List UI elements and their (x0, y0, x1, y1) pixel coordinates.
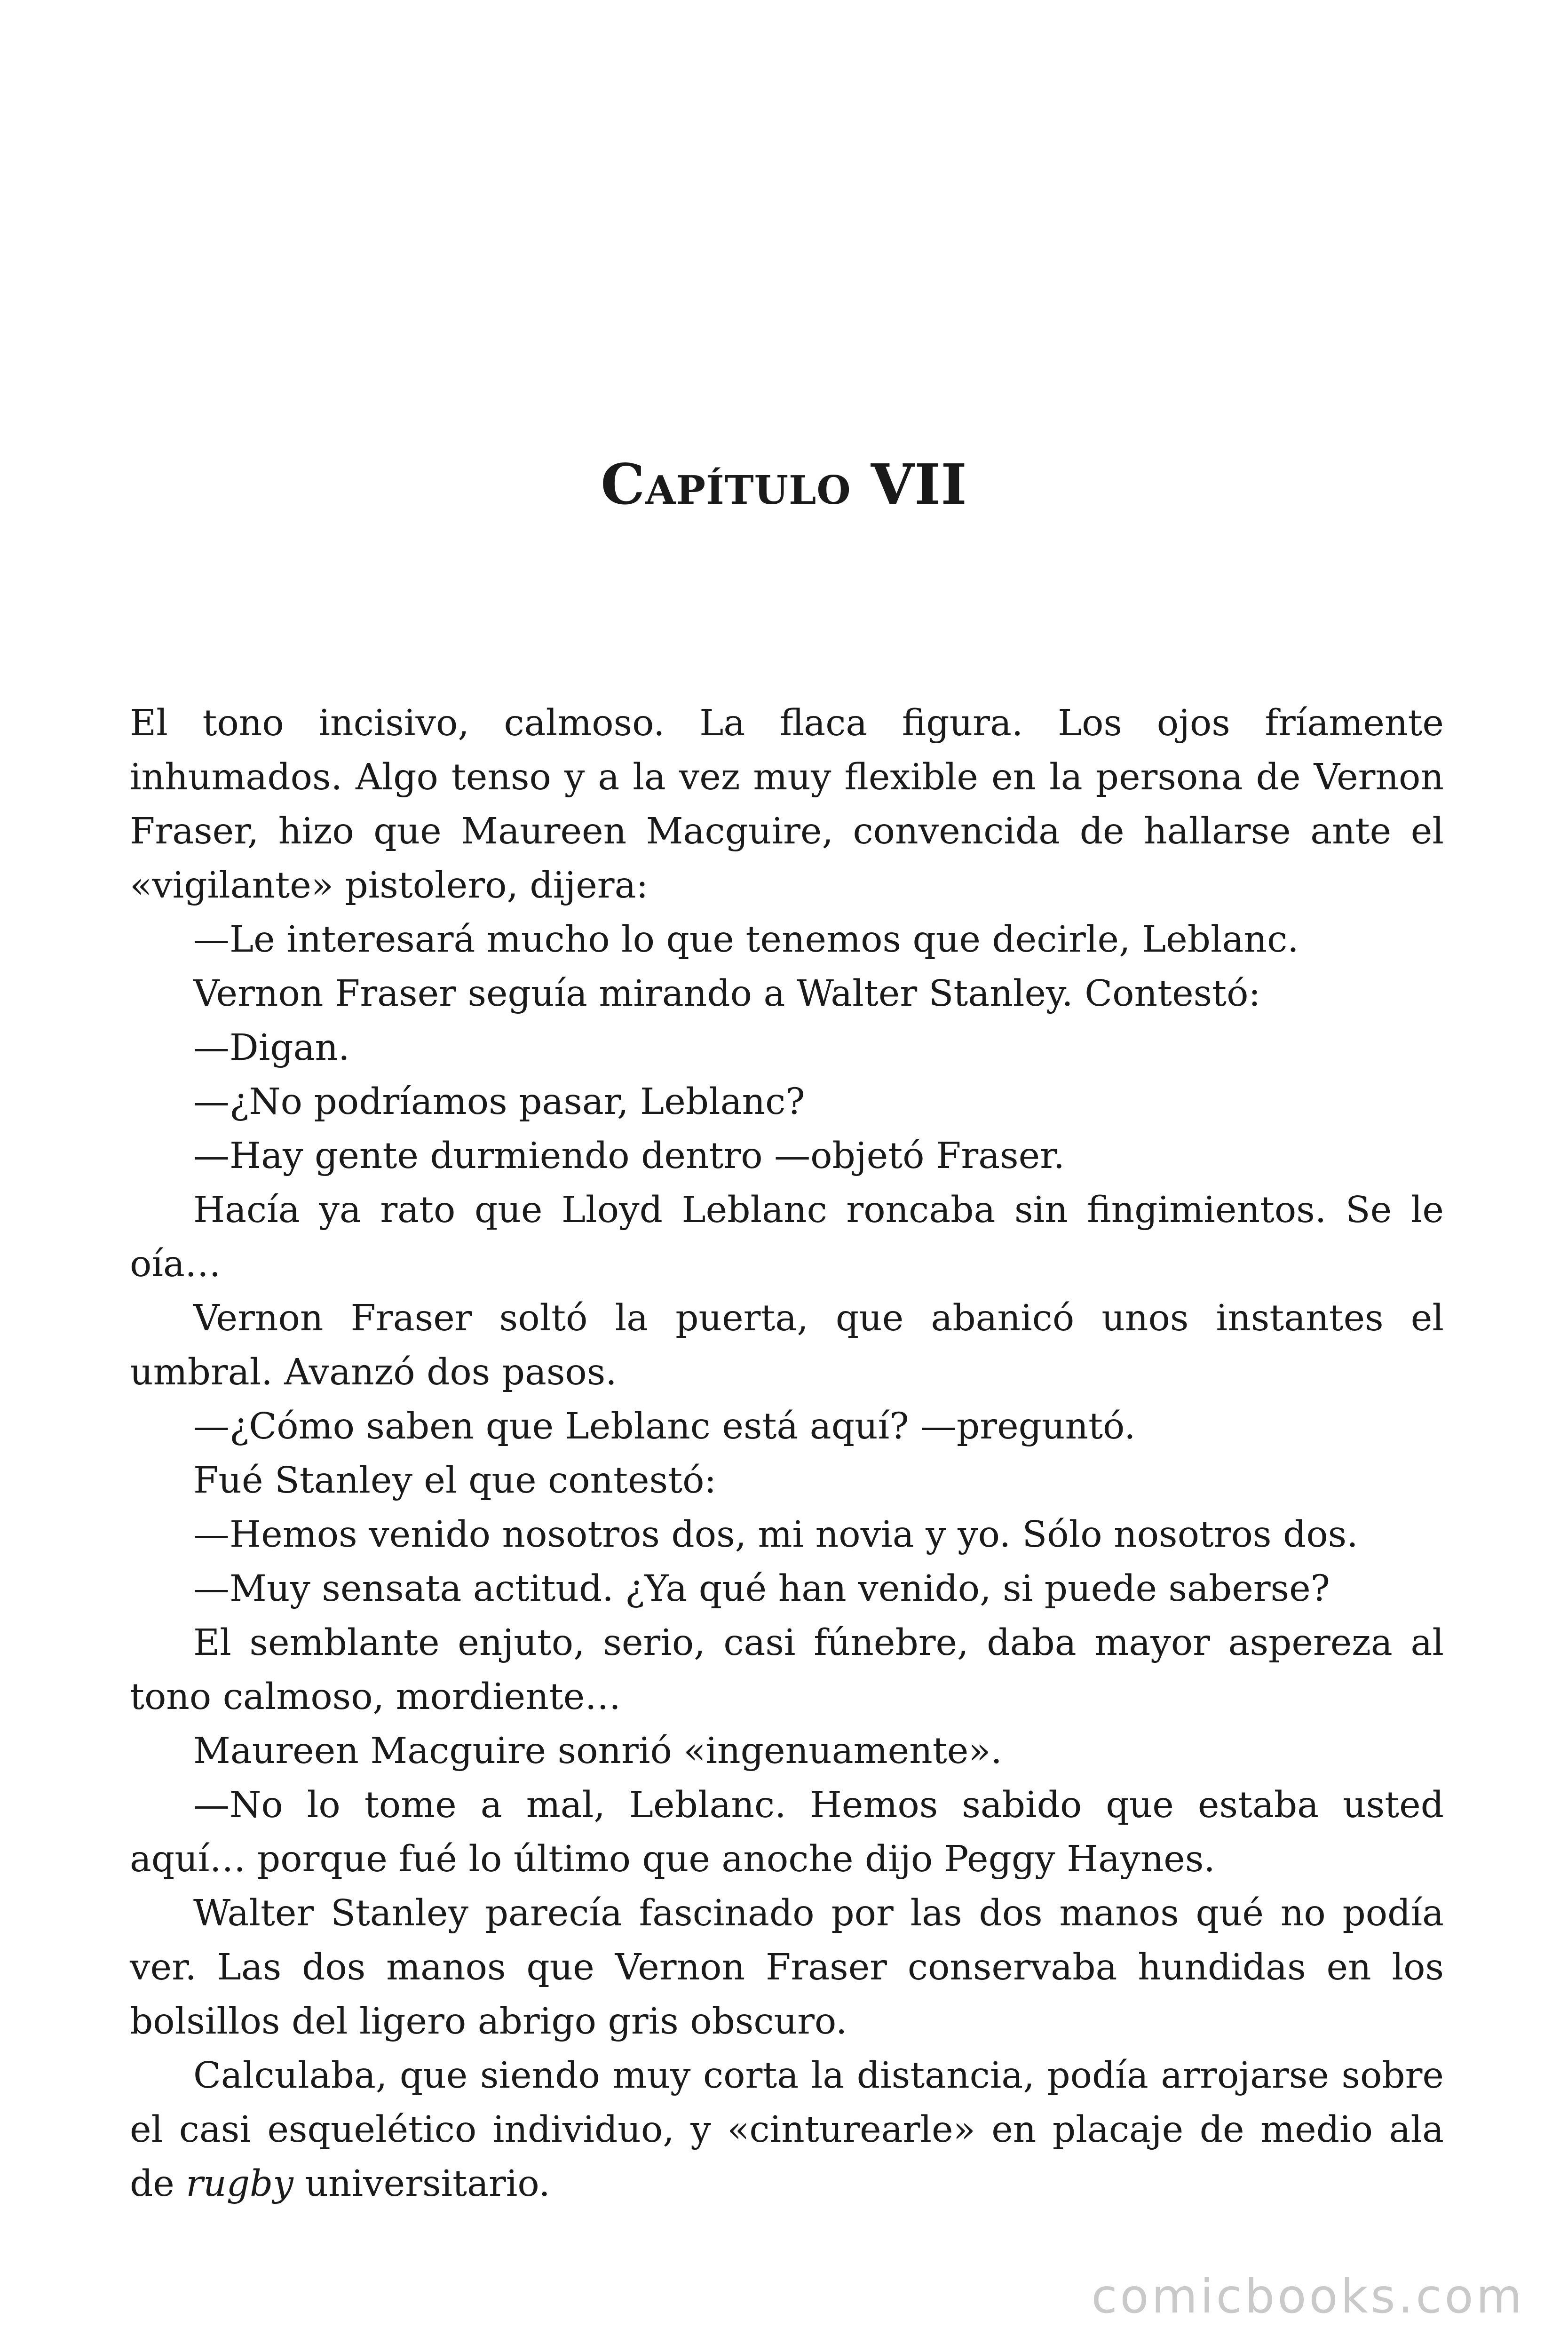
chapter-title: Capítulo VII (601, 452, 967, 517)
paragraph: —No lo tome a mal, Leblanc. Hemos sabido que estaba usted aquí… porque fué lo último que anoche dijo Peggy Haynes. (130, 1784, 1444, 1880)
paragraph: Vernon Fraser seguía mirando a Walter Stanley. Contestó: (193, 973, 1261, 1015)
italic-term: rugby (186, 2163, 293, 2205)
paragraph: —Hemos venido nosotros dos, mi novia y yo. Sólo nosotros dos. (193, 1514, 1358, 1556)
page-body (130, 696, 1444, 2211)
paragraph: —Digan. (193, 1027, 350, 1069)
paragraph: Fué Stanley el que contestó: (193, 1460, 717, 1502)
paragraph: Vernon Fraser soltó la puerta, que abanicó unos instantes el umbral. Avanzó dos pasos. (130, 1297, 1444, 1393)
paragraph: —Hay gente durmiendo dentro —objetó Fraser. (193, 1135, 1065, 1177)
paragraph (130, 2049, 1444, 2211)
paragraph: Walter Stanley parecía fascinado por las dos manos qué no podía ver. Las dos manos que Vernon Fraser conservaba hundidas en los bolsillos del ligero abrigo gris obscuro. (130, 1892, 1444, 2042)
paragraph: Maureen Macguire sonrió «ingenuamente». (193, 1730, 1002, 1772)
paragraph: —¿Cómo saben que Leblanc está aquí? —preguntó. (193, 1406, 1136, 1447)
paragraph: —Muy sensata actitud. ¿Ya qué han venido, si puede saberse? (193, 1568, 1330, 1610)
paragraph: El tono incisivo, calmoso. La flaca figura. Los ojos fríamente inhumados. Algo tenso y a la vez muy flexible en la persona de Vernon Fraser, hizo que Maureen Macguire, convencida de hallarse ante el «vigilante» pistolero, dijera: (130, 702, 1444, 906)
paragraph-text: Calculaba, que siendo muy corta la distancia, podía arrojarse sobre el casi esquelético individuo, y «cinturearle» en placaje de medio ala de (130, 2055, 1444, 2205)
paragraph-text: universitario. (305, 2163, 550, 2205)
paragraph: El semblante enjuto, serio, casi fúnebre, daba mayor aspereza al tono calmoso, mordiente… (130, 1622, 1444, 1718)
paragraph: Hacía ya rato que Lloyd Leblanc roncaba sin fingimientos. Se le oía… (130, 1189, 1444, 1285)
paragraph: —Le interesará mucho lo que tenemos que decirle, Leblanc. (193, 919, 1299, 961)
watermark: comicbooks.com (1091, 2269, 1525, 2324)
paragraph: —¿No podríamos pasar, Leblanc? (193, 1081, 805, 1123)
